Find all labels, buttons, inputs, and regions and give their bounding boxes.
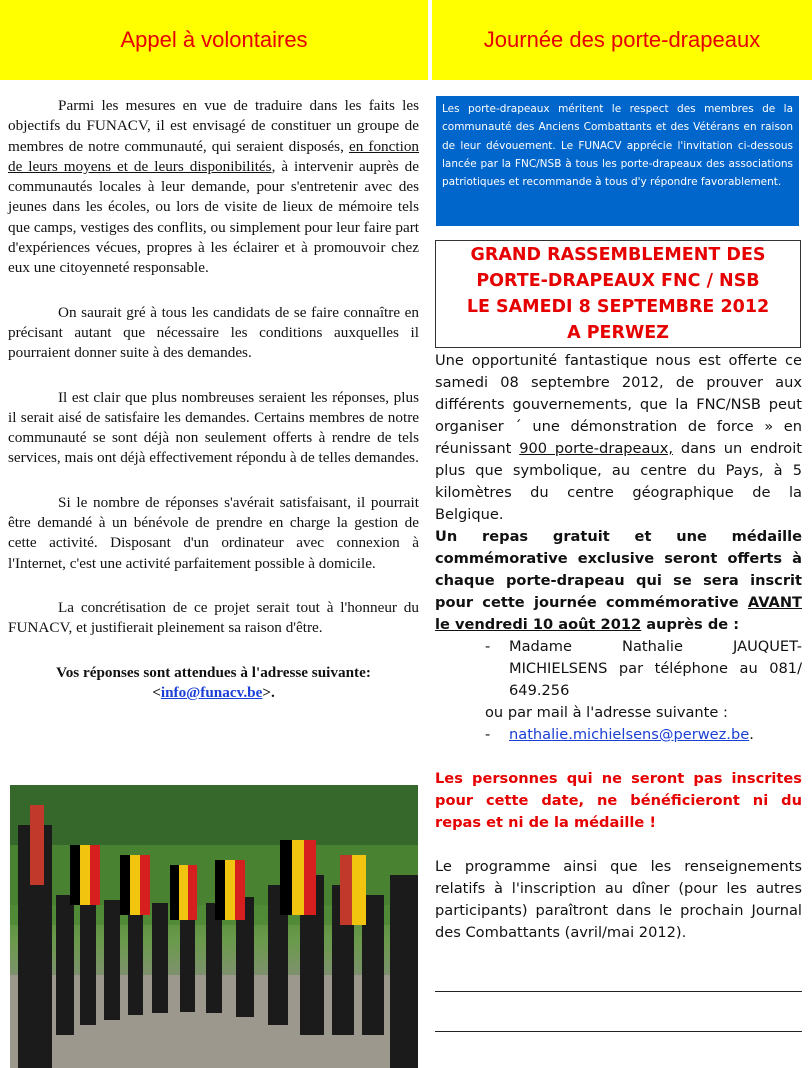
contact-dash: - bbox=[485, 638, 491, 655]
paragraph-5: La concrétisation de ce projet serait tout à l'honneur du FUNACV, et justifierait pleinement sa raison d'être. bbox=[8, 598, 419, 637]
body-underlined: 900 porte-drapeaux, bbox=[519, 440, 673, 457]
paragraph-3: Il est clair que plus nombreuses seraient les réponses, plus il serait aisé de satisfaire les demandes. Certains membres de notre communauté se sont déjà non seulement offerts à rendre de tels services, mais ont déjà effectivement répondu à de telles demandes. bbox=[8, 388, 419, 467]
flag-bearers-photo bbox=[10, 785, 418, 1068]
event-title-box bbox=[435, 240, 801, 348]
p1-text-a: Parmi les mesures en vue de traduire dans les faits les objectifs du FUNACV, il est envisagé de constituer un groupe de membres de notre communauté, qui seraient disposés, bbox=[8, 97, 419, 155]
reply-email-link[interactable]: info@funacv.be bbox=[160, 683, 263, 701]
mail-intro: ou par mail à l'adresse suivante : bbox=[485, 704, 728, 721]
paragraph-1 bbox=[8, 96, 419, 279]
title-line-4: A PERWEZ bbox=[567, 323, 669, 343]
header-left bbox=[0, 0, 428, 80]
left-column bbox=[8, 96, 419, 703]
flag-bearers-illustration bbox=[10, 785, 418, 1068]
body-text-a: Une opportunité fantastique nous est offerte ce samedi 08 septembre 2012, de prouver aux différents gouvernements, que la FNC/NSB peut organiser ´ une démonstration de force » en réunissant bbox=[435, 352, 802, 457]
contact-item bbox=[435, 636, 802, 702]
contact-email-link[interactable]: nathalie.michielsens@perwez.be bbox=[509, 726, 750, 743]
blue-box-text: Les porte-drapeaux méritent le respect des membres de la communauté des Anciens Combattants et des Vétérans en raison de leur dévouement. Le FUNACV apprécie l'invitation ci-dessous lancée par la FNC/NSB à tous les porte-drapeaux des associations patriotiques et recommande à tous d'y répondre favorablement. bbox=[442, 103, 793, 189]
offer-text-b: auprès de : bbox=[641, 616, 740, 633]
p1-underlined: en fonction de leurs moyens et de leurs disponibilités bbox=[8, 137, 420, 175]
program-note: Le programme ainsi que les renseignements relatifs à l'inscription au dîner (pour les autres participants) paraîtront dans le prochain Journal des Combattants (avril/mai 2012). bbox=[435, 858, 802, 941]
paragraph-2: On saurait gré à tous les candidats de se faire connaître en précisant autant que nécessaire les conditions auxquelles il pourraient donner suite à des demandes. bbox=[8, 303, 419, 362]
event-body bbox=[435, 350, 802, 526]
divider-line-2 bbox=[435, 1031, 802, 1032]
offer-text-a: Un repas gratuit et une médaille commémorative exclusive seront offerts à chaque porte-drapeau qui se sera inscrit pour cette journée commémorative bbox=[435, 528, 802, 611]
left-title: Appel à volontaires bbox=[120, 27, 308, 52]
intro-blue-box bbox=[436, 96, 799, 226]
title-line-3: LE SAMEDI 8 SEPTEMBRE 2012 bbox=[466, 297, 770, 317]
right-title: Journée des porte-drapeaux bbox=[483, 27, 761, 52]
mail-dash: - bbox=[485, 726, 491, 743]
reply-line: Vos réponses sont attendues à l'adresse suivante: bbox=[56, 663, 371, 681]
registration-warning: Les personnes qui ne seront pas inscrites pour cette date, ne bénéficieront ni du repas et ni de la médaille ! bbox=[435, 770, 802, 831]
reply-close: >. bbox=[262, 683, 275, 701]
title-line-1: GRAND RASSEMBLEMENT DES bbox=[470, 245, 766, 265]
right-column bbox=[435, 350, 802, 944]
mail-item bbox=[435, 724, 802, 746]
contact-text: Madame Nathalie JAUQUET-MICHIELSENS par téléphone au 081/ 649.256 bbox=[509, 638, 802, 699]
reply-address bbox=[8, 683, 419, 703]
title-line-2: PORTE-DRAPEAUX FNC / NSB bbox=[476, 271, 760, 291]
offer-deadline: AVANT le vendredi 10 août 2012 bbox=[435, 594, 802, 633]
p1-text-b: , à intervenir auprès de communautés locales à leur demande, pour s'entretenir avec des jeunes dans les écoles, ou lors de visite de lieux de mémoire tels que camps, vestiges des conflits, ou simplement pour leur faire part d'expériences vécues, propres à les éclairer et à promouvoir chez eux une citoyenneté responsable. bbox=[8, 157, 419, 277]
mail-end: . bbox=[749, 726, 754, 743]
divider-line-1 bbox=[435, 991, 802, 992]
body-text-b: dans un endroit plus que symbolique, au centre du Pays, à 5 kilomètres du centre géographique de la Belgique. bbox=[435, 440, 802, 523]
header-right bbox=[432, 0, 812, 80]
reply-open: < bbox=[152, 683, 161, 701]
paragraph-4: Si le nombre de réponses s'avérait satisfaisant, il pourrait être demandé à un bénévole de prendre en charge la gestion de cette activité. Disposant d'un ordinateur avec connexion à l'Internet, c'est une activité parfaitement possible à domicile. bbox=[8, 493, 419, 572]
offer-text bbox=[435, 526, 802, 636]
